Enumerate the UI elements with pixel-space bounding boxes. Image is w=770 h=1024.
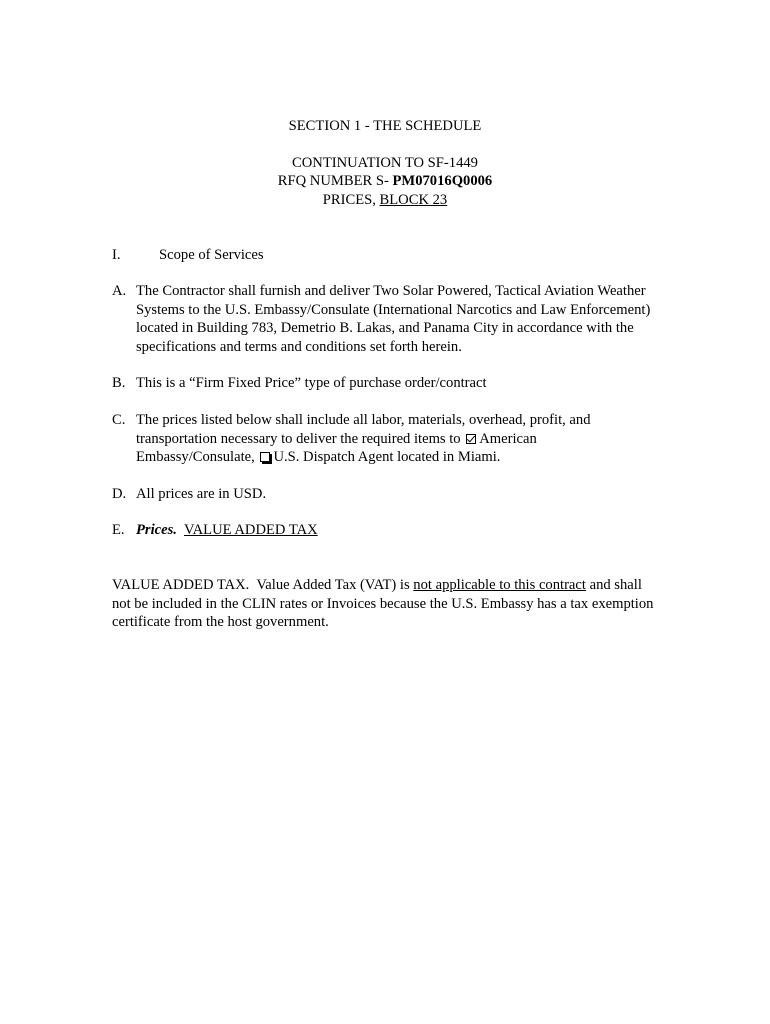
scope-numeral: I. xyxy=(112,247,121,263)
rfq-number: PM07016Q0006 xyxy=(392,173,493,189)
rfq-number-line xyxy=(0,172,770,191)
item-c-letter: C. xyxy=(112,412,126,428)
dispatch-agent-checkbox-icon xyxy=(260,452,270,462)
item-e xyxy=(112,521,652,540)
item-c-text: The prices listed below shall include all labor, materials, overhead, profit, and transportation necessary to deliver the required items to American Embassy/Consulate, U.S. Dispatch Agent located in Miami. xyxy=(136,412,591,465)
american-embassy-checkbox-icon xyxy=(466,434,476,444)
item-d-letter: D. xyxy=(112,486,127,502)
scope-title: Scope of Services xyxy=(159,247,264,263)
item-a-letter: A. xyxy=(112,283,127,299)
item-b-text: This is a “Firm Fixed Price” type of purchase order/contract xyxy=(136,375,487,391)
item-b xyxy=(112,374,652,393)
vat-paragraph: VALUE ADDED TAX. Value Added Tax (VAT) is not applicable to this contract and shall not be included in the CLIN rates or Invoices because the U.S. Embassy has a tax exemption certificate from the host government. xyxy=(112,577,654,630)
item-a xyxy=(112,282,652,356)
item-e-label: Prices. xyxy=(136,522,177,538)
rfq-prefix: RFQ NUMBER S- xyxy=(277,173,393,189)
item-a-text: The Contractor shall furnish and deliver Two Solar Powered, Tactical Aviation Weather Systems to the U.S. Embassy/Consulate (International Narcotics and Law Enforcement) located in Building 783, Demetrio B. Lakas, and Panama City in accordance with the specifications and terms and conditions set forth herein. xyxy=(136,283,651,355)
item-d xyxy=(112,485,652,504)
item-e-value-added-tax: VALUE ADDED TAX xyxy=(183,522,318,538)
item-c xyxy=(112,411,652,467)
item-e-letter: E. xyxy=(112,522,125,538)
option-american-embassy: American Embassy/Consulate, xyxy=(136,430,537,465)
option-dispatch-agent: U.S. Dispatch Agent located in Miami. xyxy=(273,449,501,465)
item-e-text xyxy=(136,521,652,540)
item-d-text: All prices are in USD. xyxy=(136,486,267,502)
prices-block-line xyxy=(0,191,770,210)
vat-not-applicable: not applicable to this contract xyxy=(413,577,586,593)
item-b-letter: B. xyxy=(112,375,126,391)
prices-prefix: PRICES, xyxy=(322,192,380,208)
prices-block: BLOCK 23 xyxy=(379,192,448,208)
section-title: SECTION 1 - THE SCHEDULE xyxy=(288,118,482,134)
continuation-line: CONTINUATION TO SF-1449 xyxy=(292,155,478,171)
